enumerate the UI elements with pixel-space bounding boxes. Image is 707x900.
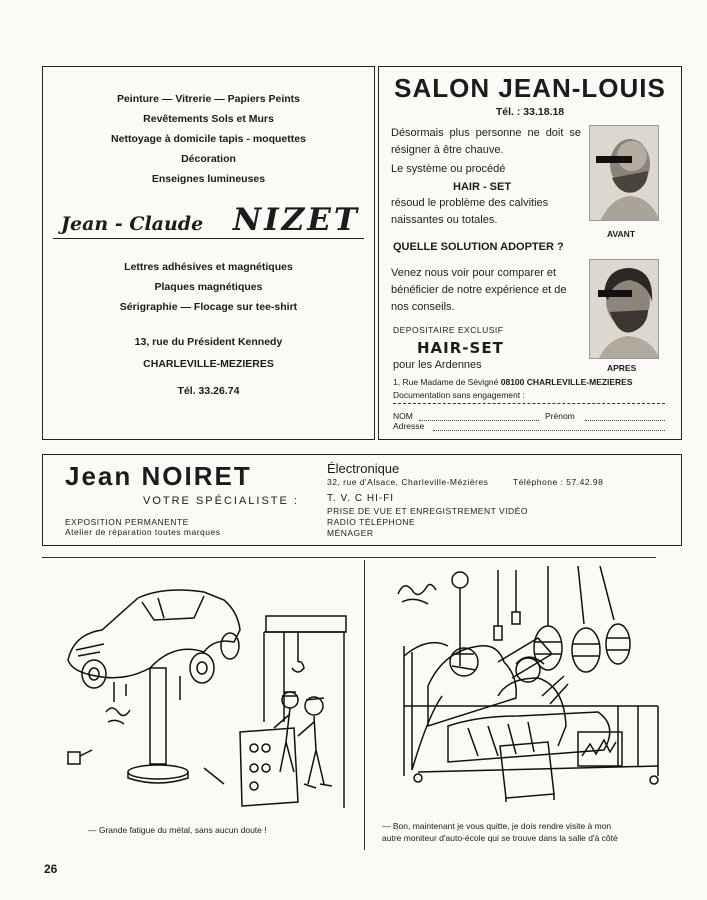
- nizet-services-list: [43, 89, 374, 189]
- form-prenom-label: Prénom: [545, 411, 575, 421]
- noiret-phone: Téléphone : 57.42.98: [513, 477, 604, 487]
- noiret-address: 32, rue d'Alsace, Charleville-Mézières: [327, 477, 489, 487]
- form-prenom-field[interactable]: [585, 420, 665, 421]
- nizet-name-banner: [53, 203, 364, 239]
- left-cartoon-caption: — Grande fatigue du métal, sans aucun doute !: [88, 825, 267, 835]
- noiret-exposition: EXPOSITION PERMANENTE: [65, 517, 189, 527]
- ad-salon-jean-louis: [378, 66, 682, 440]
- nizet-address-block: [43, 331, 374, 375]
- right-caption-line: autre moniteur d'auto-école qui se trouve dans la salle d'à côté: [382, 833, 618, 843]
- noiret-video-line: PRISE DE VUE ET ENREGISTREMENT VIDÉO: [327, 506, 528, 516]
- nizet-services-list-2: [43, 257, 374, 317]
- salon-product-name: HAIR - SET: [453, 181, 512, 193]
- salon-intro-text: Désormais plus personne ne doit se résigner à être chauve.: [391, 127, 581, 156]
- after-label: APRES: [607, 363, 637, 373]
- nizet-service-line: Lettres adhésives et magnétiques: [124, 261, 293, 273]
- nizet-street: 13, rue du Président Kennedy: [134, 336, 283, 348]
- nizet-service-line: Plaques magnétiques: [154, 281, 263, 293]
- salon-documentation-label: Documentation sans engagement :: [393, 390, 525, 400]
- noiret-radio-line: RADIO TÉLÉPHONE: [327, 517, 416, 527]
- nizet-surname: NIZET: [232, 202, 360, 238]
- man-with-hair-portrait-icon: [590, 260, 659, 359]
- salon-region: pour les Ardennes: [393, 359, 482, 371]
- after-photo: [589, 259, 659, 359]
- right-cartoon-caption: [382, 820, 618, 844]
- salon-phone: Tél. : 33.18.18: [495, 106, 565, 118]
- before-label: AVANT: [607, 229, 636, 239]
- nizet-service-line: Enseignes lumineuses: [151, 173, 266, 185]
- nizet-service-line: Nettoyage à domicile tapis - moquettes: [111, 133, 306, 145]
- noiret-atelier: Atelier de réparation toutes marques: [65, 527, 221, 537]
- car-on-lift-cartoon: [54, 572, 350, 808]
- ad-noiret: [42, 454, 682, 546]
- salon-system-text: Le système ou procédé: [391, 163, 506, 175]
- hospital-bed-cartoon: [388, 566, 664, 806]
- nizet-service-line: Revêtements Sols et Murs: [143, 113, 274, 125]
- salon-invitation-text: Venez nous voir pour comparer et bénéficier de notre expérience et de nos conseils.: [391, 267, 567, 313]
- form-adresse-field[interactable]: [433, 430, 665, 431]
- cut-line: [393, 403, 665, 404]
- noiret-electronique: Électronique: [327, 461, 400, 476]
- nizet-city: CHARLEVILLE-MEZIERES: [143, 358, 274, 370]
- form-adresse-label: Adresse: [393, 421, 425, 431]
- nizet-service-line: Décoration: [181, 153, 236, 165]
- salon-address: [393, 377, 633, 387]
- salon-depositaire-label: DEPOSITAIRE EXCLUSIF: [393, 325, 504, 335]
- cartoon-divider: [364, 560, 365, 850]
- right-caption-line: — Bon, maintenant je vous quitte, je dois rendre visite à mon: [382, 821, 612, 831]
- nizet-service-line: Sérigraphie — Flocage sur tee-shirt: [119, 301, 298, 313]
- form-nom-label: NOM: [393, 411, 413, 421]
- hair-set-logo: HAIR-SET: [417, 339, 504, 357]
- bald-man-portrait-icon: [590, 126, 659, 221]
- ad-nizet: [42, 66, 375, 440]
- form-nom-field[interactable]: [419, 420, 539, 421]
- before-photo: [589, 125, 659, 221]
- page-number: 26: [44, 862, 58, 876]
- noiret-tagline: VOTRE SPÉCIALISTE :: [143, 495, 299, 507]
- nizet-service-line: Peinture — Vitrerie — Papiers Peints: [116, 93, 301, 105]
- section-divider: [42, 557, 656, 558]
- noiret-name: Jean NOIRET: [65, 461, 252, 491]
- noiret-menager-line: MÉNAGER: [327, 528, 374, 538]
- nizet-first-name: Jean - Claude: [61, 213, 204, 235]
- salon-address-city: 08100 CHARLEVILLE-MEZIERES: [500, 377, 633, 387]
- salon-question: QUELLE SOLUTION ADOPTER ?: [393, 241, 564, 253]
- salon-title: SALON JEAN-LOUIS: [394, 73, 666, 103]
- noiret-tvc-hifi: T. V. C HI-FI: [327, 493, 395, 504]
- salon-address-street: 1, Rue Madame de Sévigné: [393, 377, 501, 387]
- nizet-phone: Tél. 33.26.74: [177, 385, 240, 397]
- salon-problem-text: résoud le problème des calvities naissantes ou totales.: [391, 197, 549, 226]
